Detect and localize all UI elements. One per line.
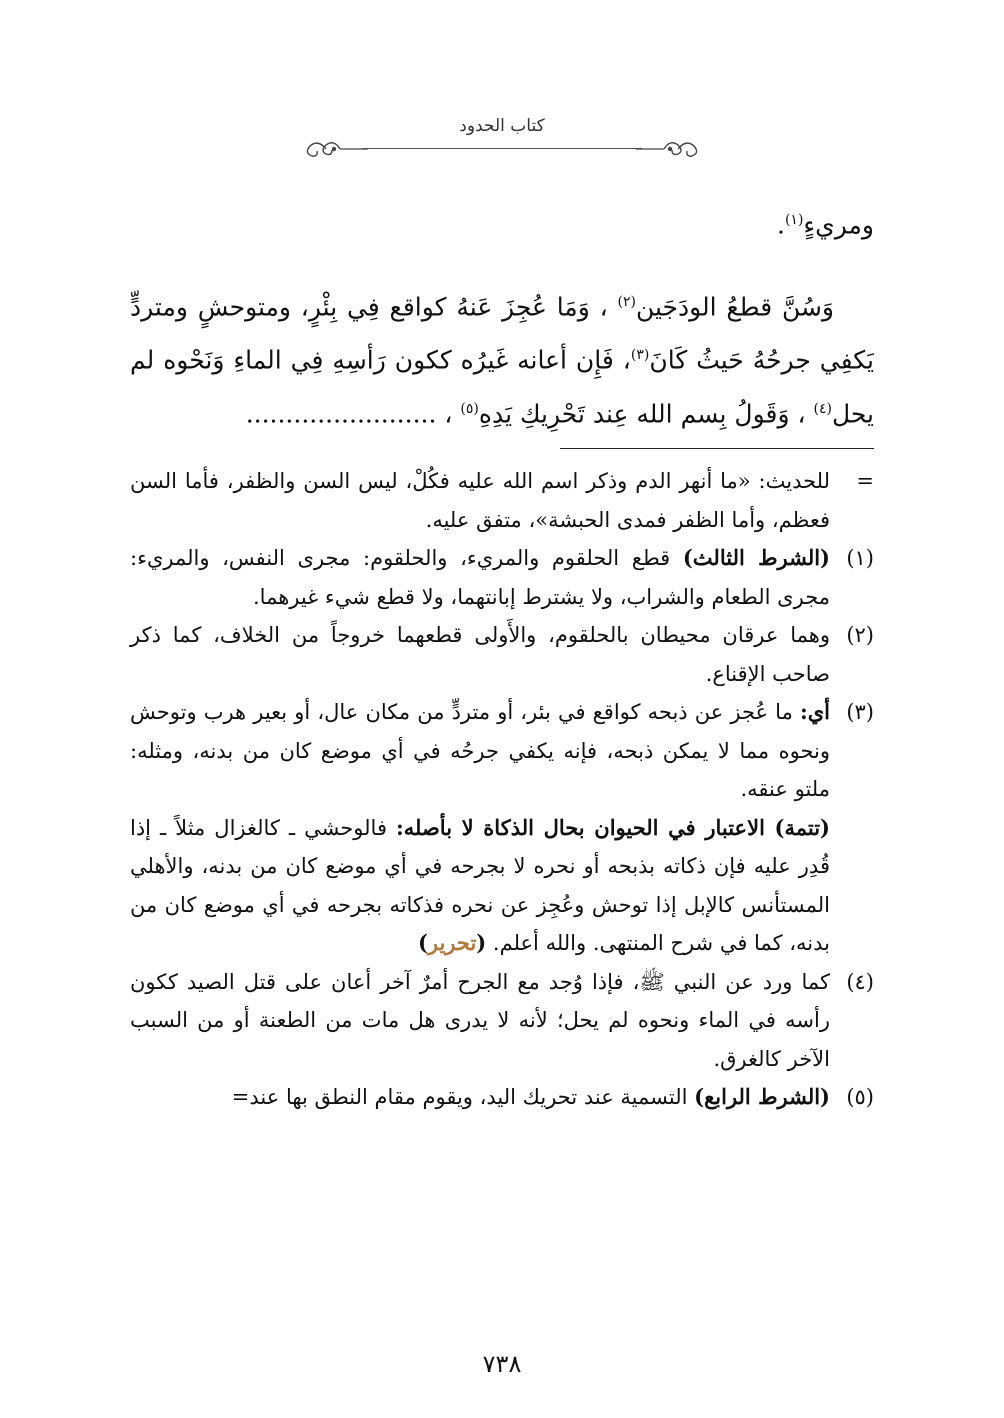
footnote-separator (560, 448, 874, 449)
footnote-number: (٥) (846, 1085, 874, 1109)
footnote-ref[interactable]: (٤) (813, 400, 832, 417)
running-header (300, 112, 704, 172)
footnote-bold: أي: (799, 699, 830, 724)
footnote-text: فالوحشي ـ كالغزال مثلاً ـ إذا قُدِر عليه فإن ذكاته بذبحه أو نحره لا بجرحه في أي موضع كان من بدنه، والأهلي المستأنس كالإبل إذا توحش وعُجِز عن نحره فذكاته بجرحه في أي موضع كان من بدنه، كما في شرح المنتهى. والله أعلم. (130, 815, 830, 955)
main-text: ، فَإِن أعانه غَيرُه ككون رَأسِهِ فِي الماءِ وَنَحْوه لم يحل (130, 345, 874, 428)
main-paragraph (130, 278, 874, 438)
footnote-text: ما عُجز عن ذبحه كواقع في بئر، أو متردٍّ من مكان عال، أو بعير هرب وتوحش ونحوه مما لا يمكن ذبحه، فإنه يكفي جرحُه في أي موضع كان من بدنه، ومثله: ملتو عنقه. (130, 700, 830, 801)
editor-tag: تحرير (427, 930, 477, 955)
footnote-text: قطع الحلقوم والمريء، والحلقوم: مجرى النفس، والمريء: مجرى الطعام والشراب، ولا يشترط إبانتهما، ولا قطع شيء غيرهما. (130, 546, 830, 609)
main-text: ، ........................ (245, 398, 453, 428)
footnote-text: كما ورد عن النبي ﷺ، فإذا وُجد مع الجرح أمرٌ آخر أعان على قتل الصيد ككون رأسه في الماء ونحوه لم يحل؛ لأنه لا يدرى هل مات من الطعنة أو من السبب الآخر كالغرق. (130, 969, 830, 1071)
footnote-ref[interactable]: (٢) (617, 294, 636, 310)
footnote-text: التسمية عند تحريك اليد، ويقوم مقام النطق بها عند= (231, 1085, 688, 1109)
footnotes (130, 462, 874, 1117)
header-rule (362, 148, 642, 149)
footnote-continuation (130, 462, 874, 539)
ornament-right-icon (634, 136, 704, 162)
page-number: ٧٣٨ (482, 1350, 522, 1378)
footnote-number: (١) (846, 546, 874, 570)
footnote-3-supplement (130, 809, 874, 963)
footnote-number: (٢) (846, 623, 874, 647)
footnote-ref[interactable]: (٣) (630, 347, 650, 364)
footnote-text: للحديث: «ما أنهر الدم وذكر اسم الله عليه فكُلْ، ليس السن والظفر، فأما السن فعظم، وأما الظفر فمدى الحبشة»، متفق عليه. (130, 469, 830, 532)
footnote-2 (130, 616, 874, 693)
main-text: ومريءٍ (803, 210, 874, 240)
main-text: وَسُنَّ قطعُ الودَجَين (635, 292, 834, 322)
footnote-number: (٤) (846, 969, 874, 994)
main-text-line1 (130, 196, 874, 249)
tag-bracket: ) (417, 930, 428, 955)
main-text: ، وَقَولُ بِسم الله عِند تَحْرِيكِ يَدِهِ (478, 398, 806, 428)
footnote-bold: (الشرط الثالث) (682, 545, 830, 570)
punctuation: . (776, 210, 785, 240)
footnote-ref[interactable]: (١) (784, 212, 804, 228)
header-title: كتاب الحدود (459, 116, 545, 136)
footnote-5 (130, 1078, 874, 1117)
main-text: ، وَمَا عُجِزَ عَنهُ كواقع فِي بِئْرٍ، ومتوحشٍ ومتردٍّ يَكفِي جرحُهُ حَيثُ كَانَ (130, 292, 874, 375)
footnote-ref[interactable]: (٥) (460, 400, 479, 417)
ornament-left-icon (300, 136, 370, 162)
footnote-number: (٣) (846, 700, 874, 724)
footnote-1 (130, 539, 874, 616)
continuation-marker: = (856, 469, 874, 493)
footnote-text: وهما عرقان محيطان بالحلقوم، والأَولى قطعهما خروجاً من الخلاف، كما ذكر صاحب الإقناع. (130, 623, 830, 686)
footnote-4 (130, 963, 874, 1079)
footnote-bold: (تتمة) الاعتبار في الحيوان بحال الذكاة لا بأصله: (396, 814, 830, 840)
footnote-bold: (الشرط الرابع) (694, 1084, 830, 1109)
tag-bracket: ( (476, 930, 487, 955)
footnote-3 (130, 693, 874, 809)
